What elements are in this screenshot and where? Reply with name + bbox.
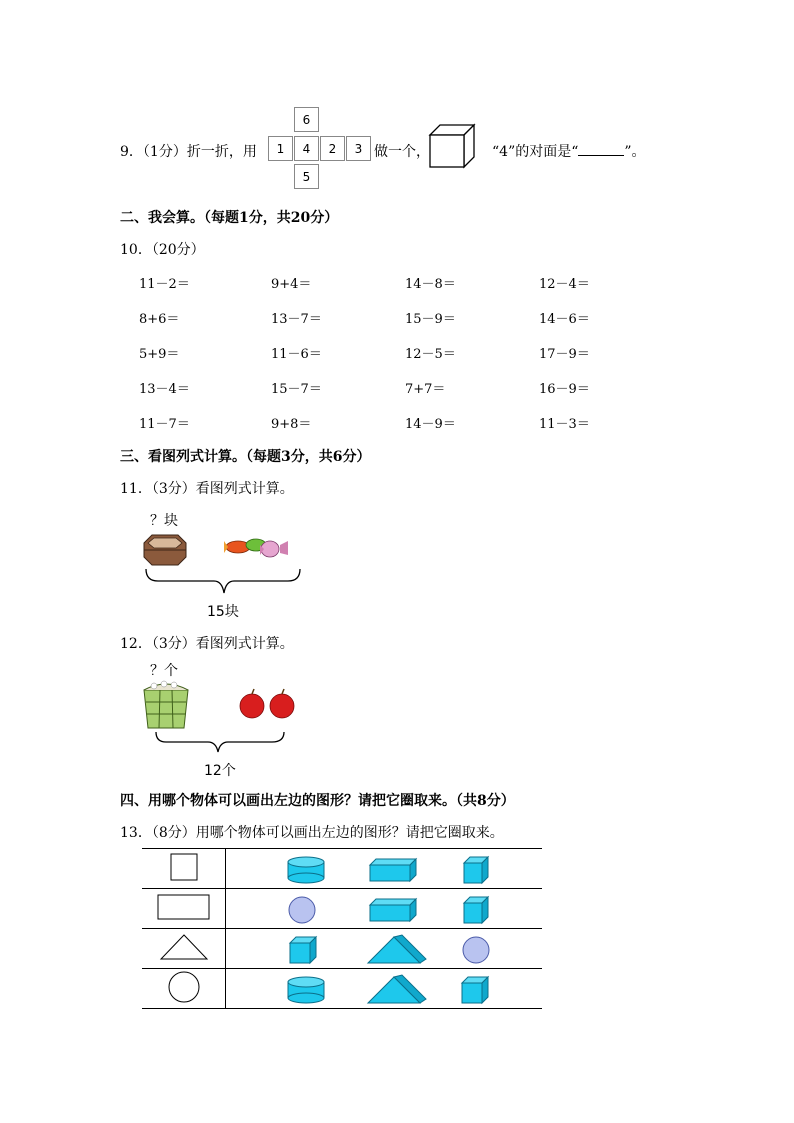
cube-option-icon[interactable] <box>464 857 488 883</box>
options-cell <box>226 969 543 1009</box>
net-cell-bottom: 5 <box>294 164 319 189</box>
table-row <box>142 889 542 929</box>
options-row <box>226 931 542 967</box>
q9-prefix: 9．（1分）折一折，用 <box>120 144 257 160</box>
calc-item: 8+6＝ <box>139 312 180 327</box>
calc-item: 13－4＝ <box>139 382 190 397</box>
candy-picture <box>138 525 306 600</box>
options-cell <box>226 889 543 929</box>
net-cell: 3 <box>346 136 371 161</box>
q9-suffix <box>492 141 646 161</box>
target-shape-cell <box>142 929 226 969</box>
cube-option-icon[interactable] <box>462 977 488 1003</box>
shape-table <box>142 848 542 1009</box>
options-row <box>226 971 542 1007</box>
calc-item: 12－5＝ <box>405 347 456 362</box>
triangular-prism-option-icon[interactable] <box>368 975 426 1003</box>
target-shape-cell <box>142 849 226 889</box>
calc-item: 14－8＝ <box>405 277 456 292</box>
q12-label: 12．（3分）看图列式计算。 <box>120 636 294 652</box>
calc-item: 13－7＝ <box>271 312 322 327</box>
section-4-title: 四、用哪个物体可以画出左边的图形？请把它圈取来。（共8分） <box>120 793 515 809</box>
calc-item: 7+7＝ <box>405 382 446 397</box>
q9-suffix-left: “4”的对面是“ <box>492 144 579 160</box>
q9-suffix-right: ”。 <box>624 144 646 160</box>
cube-icon <box>428 123 476 169</box>
q12-unknown: ？个 <box>150 663 178 679</box>
square-icon <box>169 852 199 882</box>
answer-blank[interactable] <box>578 143 624 156</box>
options-row <box>226 851 542 887</box>
q11-unknown: ？块 <box>150 513 178 529</box>
q11-label: 11．（3分）看图列式计算。 <box>120 481 294 497</box>
table-row <box>142 929 542 969</box>
cylinder-option-icon[interactable] <box>288 857 324 883</box>
apple-basket-icon <box>144 681 188 728</box>
options-cell <box>226 849 543 889</box>
q10-label: 10．（20分） <box>120 242 205 258</box>
cube-net <box>268 107 373 191</box>
candies-icon <box>224 539 288 557</box>
calc-item: 9+8＝ <box>271 417 312 432</box>
calc-item: 11－7＝ <box>139 417 190 432</box>
net-cell: 4 <box>294 136 319 161</box>
net-cell: 1 <box>268 136 293 161</box>
options-cell <box>226 929 543 969</box>
cube-option-icon[interactable] <box>290 937 316 963</box>
cuboid-option-icon[interactable] <box>370 899 416 921</box>
table-row <box>142 849 542 889</box>
options-row <box>226 891 542 927</box>
apple-icon <box>270 689 294 718</box>
chocolate-box-icon <box>144 535 186 565</box>
section-2-title: 二、我会算。（每题1分，共20分） <box>120 210 339 226</box>
sphere-option-icon[interactable] <box>463 937 489 963</box>
table-row <box>142 969 542 1009</box>
apple-icon <box>240 689 264 718</box>
calc-item: 11－2＝ <box>139 277 190 292</box>
calc-item: 12－4＝ <box>539 277 590 292</box>
apples-picture <box>138 676 298 760</box>
calc-item: 14－9＝ <box>405 417 456 432</box>
q12-total: 12个 <box>204 763 236 779</box>
calc-item: 11－3＝ <box>539 417 590 432</box>
q9-mid: 做一个， <box>374 144 430 160</box>
cuboid-option-icon[interactable] <box>370 859 416 881</box>
calc-item: 16－9＝ <box>539 382 590 397</box>
target-shape-cell <box>142 889 226 929</box>
net-cell: 2 <box>320 136 345 161</box>
net-cell-top: 6 <box>294 107 319 132</box>
triangular-prism-option-icon[interactable] <box>368 935 426 963</box>
triangle-icon <box>159 932 209 962</box>
q11-total: 15块 <box>207 604 239 620</box>
calc-item: 15－7＝ <box>271 382 322 397</box>
sphere-option-icon[interactable] <box>289 897 315 923</box>
cube-option-icon[interactable] <box>464 897 488 923</box>
calc-item: 11－6＝ <box>271 347 322 362</box>
q13-label: 13．（8分）用哪个物体可以画出左边的图形？请把它圈取来。 <box>120 825 504 841</box>
section-3-title: 三、看图列式计算。（每题3分，共6分） <box>120 449 371 465</box>
calc-item: 17－9＝ <box>539 347 590 362</box>
calc-item: 15－9＝ <box>405 312 456 327</box>
target-shape-cell <box>142 969 226 1009</box>
rectangle-icon <box>157 892 211 922</box>
calc-item: 5+9＝ <box>139 347 180 362</box>
cylinder-option-icon[interactable] <box>288 977 324 1003</box>
calc-item: 14－6＝ <box>539 312 590 327</box>
calc-item: 9+4＝ <box>271 277 312 292</box>
circle-icon <box>167 970 201 1004</box>
